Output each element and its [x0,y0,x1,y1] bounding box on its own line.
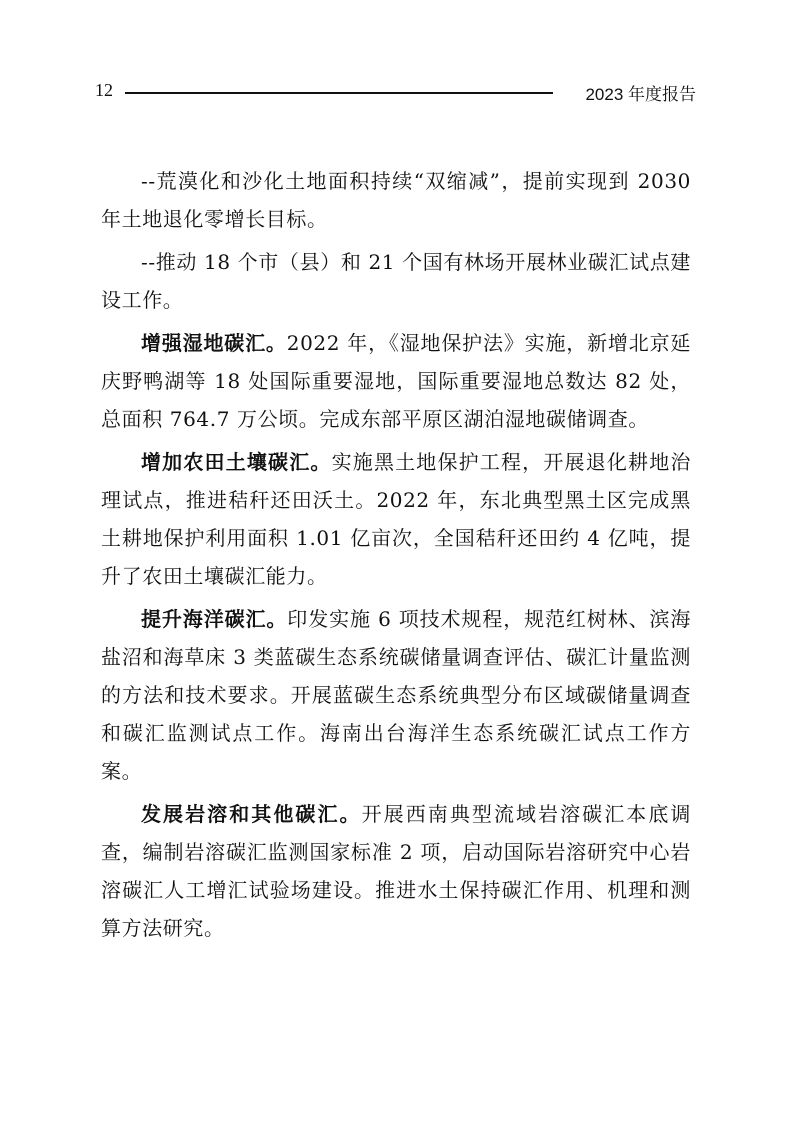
paragraph-heading: 增强湿地碳汇。 [141,331,287,355]
paragraph-heading: 发展岩溶和其他碳汇。 [141,802,362,826]
report-title: 2023 年度报告 [585,85,696,104]
paragraph-text: 开展西南典型流域岩溶碳汇本底调查，编制岩溶碳汇监测国家标准 2 项，启动国际岩溶研究中心岩溶碳汇人工增汇试验场建设。推进水土保持碳汇作用、机理和测算方法研究。 [101,802,692,940]
paragraph-text: --荒漠化和沙化土地面积持续“双缩减”，提前实现到 2030 年土地退化零增长目标。 [101,169,691,231]
document-body [101,162,691,952]
paragraph-farmland-carbon [101,443,691,595]
paragraph-text: 印发实施 6 项技术规程，规范红树林、滨海盐沼和海草床 3 类蓝碳生态系统碳储量调查评估、碳汇计量监测的方法和技术要求。开展蓝碳生态系统典型分布区域碳储量调查和碳汇监测试点工作。海南出台海洋生态系统碳汇试点工作方案。 [101,607,691,783]
paragraph-text: 实施黑土地保护工程，开展退化耕地治理试点，推进秸秆还田沃土。2022 年，东北典型黑土区完成黑土耕地保护利用面积 1.01 亿亩次，全国秸秆还田约 4 亿吨，提升了农田土壤碳汇能力。 [101,450,692,588]
paragraph-heading: 提升海洋碳汇。 [141,607,288,631]
paragraph-text: --推动 18 个市（县）和 21 个国有林场开展林业碳汇试点建设工作。 [101,250,691,312]
paragraph-heading: 增加农田土壤碳汇。 [141,450,332,474]
page-header [95,78,696,104]
paragraph-ocean-carbon [101,600,691,790]
paragraph-forest-carbon-pilot [101,243,691,319]
paragraph-text: 2022 年，《湿地保护法》实施，新增北京延庆野鸭湖等 18 处国际重要湿地，国际重要湿地总数达 82 处，总面积 764.7 万公顷。完成东部平原区湖泊湿地碳储调查。 [101,331,691,431]
paragraph-wetland-carbon [101,324,691,438]
paragraph-karst-carbon [101,795,691,947]
paragraph-desertification [101,162,691,238]
page-number: 12 [95,80,113,100]
header-rule [125,92,553,94]
